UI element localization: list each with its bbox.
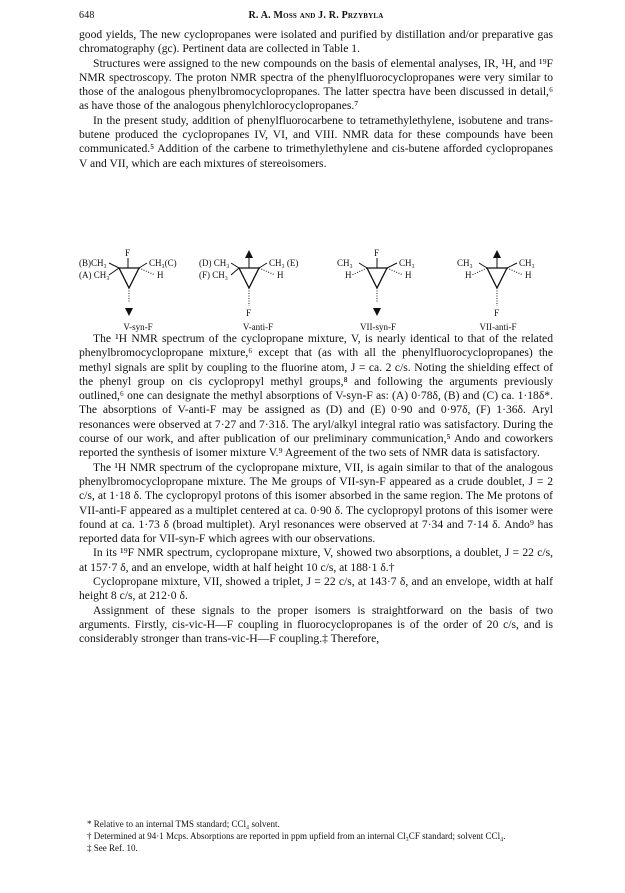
running-title: R. A. Moss and J. R. Przybyla <box>248 10 384 21</box>
paragraph: The ¹H NMR spectrum of the cyclopropane mixture, V, is nearly identical to that of the related phenylbromocyclopropane mixture,⁶ except that (as with all the phenylfluorocyclopropanes) the methyl signals are split by coupling to the fluorine atom, J = ca. 2 c/s. Noting the shielding effect of the phenyl group on cis cyclopropyl methyl groups,⁸ and following the arguments previously outlined,⁶ one can designate the methyl absorptions of V-syn-F as: (A) 0·78δ, (B) and (C) ca. 1·18δ*. The absorptions of V-anti-F may be assigned as (D) and (E) 0·90 and 0·97δ, (F) 1·36δ. Aryl resonances were observed at 7·27 and 7·31δ. The aryl/alkyl integral ratio was satisfactory. During the course of our work, and after publication of our preliminary communication,⁵ Ando and coworkers reported the synthesis of isomer mixture V.⁹ Agreement of the two sets of NMR data is satisfactory. <box>79 332 553 460</box>
page-number: 648 <box>79 10 95 21</box>
structure-v-anti-f <box>199 246 317 332</box>
substituent-left-upper: CH₃ <box>337 258 353 268</box>
paragraph: good yields, The new cyclopropanes were isolated and purified by distillation and/or preparative gas chromatography (gc). Pertinent data are collected in Table 1. <box>79 28 553 56</box>
structure-label: VII-anti-F <box>479 322 517 332</box>
paragraph: In its ¹⁹F NMR spectrum, cyclopropane mixture, V, showed two absorptions, a doublet, J = 22 c/s, at 157·7 δ, and an envelope, width at half height 10 c/s, at 188·1 δ.† <box>79 546 553 574</box>
cyclopropane-drawing <box>319 246 437 320</box>
structure-figure <box>79 246 553 332</box>
paragraph: Cyclopropane mixture, VII, showed a triplet, J = 22 c/s, at 143·7 δ, and an envelope, width at half height 8 c/s, at 212·0 δ. <box>79 575 553 603</box>
substituent-left-lower: (A) CH₃ <box>79 270 110 280</box>
substituent-right-upper: CH₃ <box>399 258 415 268</box>
substituent-right-upper: CH₃(C) <box>149 258 177 268</box>
running-header <box>79 10 553 24</box>
footnote: * Relative to an internal TMS standard; CCl₄ solvent. <box>87 819 280 829</box>
paragraph: In the present study, addition of phenylfluorocarbene to tetramethylethylene, isobutene and trans-butene produced the cyclopropanes IV, VI, and VIII. NMR data for these compounds have been communicated.⁵ Addition of the carbene to trimethylethylene and cis-butene afforded cyclopropanes V and VII, which are each mixtures of stereoisomers. <box>79 113 553 170</box>
substituent-right-lower: H <box>525 270 532 280</box>
substituent-left-lower: H <box>465 270 472 280</box>
footnotes <box>79 818 553 854</box>
paragraph: Structures were assigned to the new compounds on the basis of elemental analyses, IR, ¹H, and ¹⁹F NMR spectroscopy. The proton NMR spectra of the phenylfluorocyclopropanes were very similar to those of the analogous phenylbromocyclopropanes. The latter spectra have been discussed in detail,⁶ as have those of the analogous phenylchlorocyclopropanes.⁷ <box>79 56 553 113</box>
structure-v-syn-f <box>79 246 197 332</box>
structure-label: V-syn-F <box>123 322 153 332</box>
substituent-right-upper: CH₃ (E) <box>269 258 299 268</box>
paragraph: The ¹H NMR spectrum of the cyclopropane mixture, VII, is again similar to that of the analogous phenylbromocyclopropane mixture. The Me groups of VII-syn-F appeared as a crude doublet, J = 2 c/s, at 1·18 δ. The cyclopropyl protons of this isomer absorbed in the same region. The Me protons of VII-anti-F appeared as a multiplet centered at ca. 0·90 δ. The cyclopropyl protons of this isomer were found at ca. 1·73 δ (broad multiplet). Aryl resonances were observed at 7·34 and 7·14 δ. Ando⁹ has reported data for VII-syn-F which agrees with our observations. <box>79 460 553 546</box>
substituent-left-upper: (D) CH₃ <box>199 258 230 268</box>
cyclopropane-drawing <box>79 246 197 320</box>
substituent-left-lower: (F) CH₃ <box>199 270 228 280</box>
structure-vii-syn-f <box>319 246 437 332</box>
substituent-bottom: F <box>494 308 500 318</box>
structure-vii-anti-f <box>439 246 557 332</box>
substituent-right-lower: H <box>157 270 164 280</box>
substituent-left-upper: (B)CH₃ <box>79 258 107 268</box>
substituent-bottom: F <box>246 308 252 318</box>
structure-label: V-anti-F <box>242 322 274 332</box>
body-text-top <box>79 28 553 171</box>
paragraph: Assignment of these signals to the proper isomers is straightforward on the basis of two arguments. Firstly, cis-vic-H—F coupling in fluorocyclopropanes is of the order of 20 c/s, and is considerably stronger than trans-vic-H—F coupling.‡ Therefore, <box>79 603 553 646</box>
body-text-bottom <box>79 332 553 647</box>
substituent-left-lower: H <box>345 270 352 280</box>
cyclopropane-drawing <box>439 246 557 320</box>
structure-label: VII-syn-F <box>360 322 396 332</box>
footnote: ‡ See Ref. 10. <box>87 843 138 853</box>
substituent-right-lower: H <box>277 270 284 280</box>
substituent-left-upper: CH₃ <box>457 258 473 268</box>
substituent-right-upper: CH₃ <box>519 258 535 268</box>
footnote: † Determined at 94·1 Mcps. Absorptions are reported in ppm upfield from an internal Cl₃CF standard; solvent CCl₄. <box>87 831 506 841</box>
substituent-right-lower: H <box>405 270 412 280</box>
substituent-top: F <box>125 248 131 258</box>
substituent-top: F <box>374 248 380 258</box>
cyclopropane-drawing <box>199 246 317 320</box>
